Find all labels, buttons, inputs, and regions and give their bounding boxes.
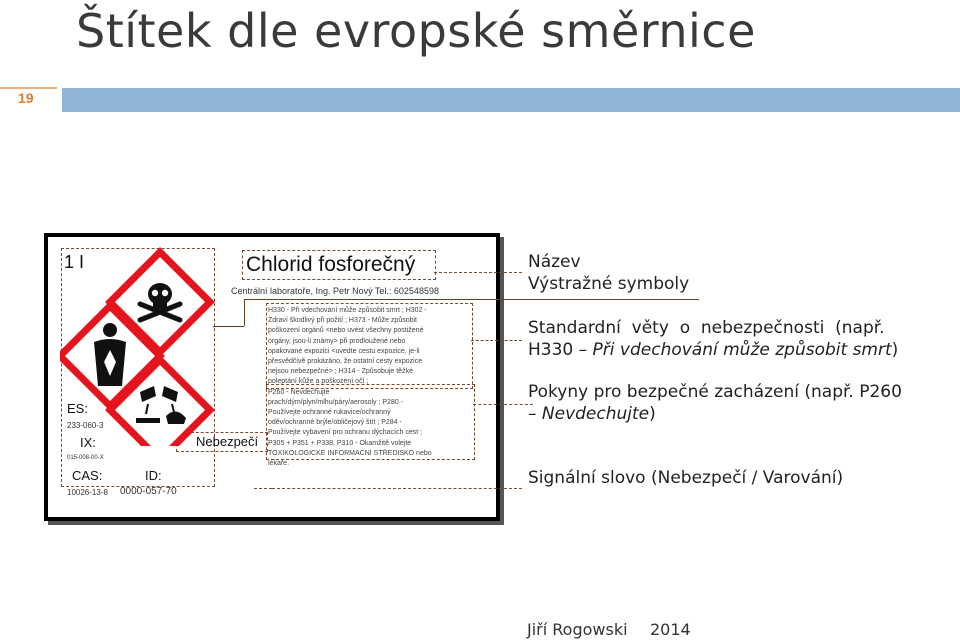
leader-h bbox=[471, 340, 522, 341]
cas-value: 10026-13-8 bbox=[67, 488, 108, 497]
slide-number: 19 bbox=[18, 90, 34, 106]
statement-line: H330 - Při vdechování může způsobit smrt ; H302 - bbox=[268, 307, 427, 314]
statement-line: nejsou nebezpečné> ; H314 - Způsobuje těžké bbox=[268, 368, 413, 376]
h-example-close: ) bbox=[891, 340, 899, 360]
cas-label: CAS: bbox=[72, 468, 103, 483]
leader-symbols-v bbox=[244, 299, 245, 326]
hazard-precaution-text bbox=[268, 306, 473, 469]
leader-p bbox=[473, 404, 533, 405]
statement-line: přesvědčivě prokázáno, že ostatní cesty expozice bbox=[268, 358, 423, 366]
statement-line: opakované expozici <uvedte cestu expozice, je-li bbox=[268, 347, 420, 355]
h-example-text: Při vdechování může způsobit smrt bbox=[592, 340, 892, 360]
header-band bbox=[62, 88, 960, 112]
substance-name: Chlorid fosforečný bbox=[246, 253, 416, 276]
statement-line: TOXIKOLOGICKÉ INFORMAČNÍ STŘEDISKO nebo bbox=[268, 449, 432, 457]
supplier-info: Centrální laboratoře, Ing. Petr Nový Tel.: 602548598 bbox=[231, 286, 439, 296]
ix-value: 015-008-00-X bbox=[67, 455, 104, 461]
leader-name bbox=[434, 272, 522, 273]
p-example-text: Nevdechujte bbox=[541, 404, 650, 424]
annotation-name: Název bbox=[528, 252, 581, 272]
leader-signal bbox=[272, 488, 522, 489]
statement-line: lékaře. bbox=[268, 460, 290, 468]
h-example-code: H330 – bbox=[528, 340, 593, 360]
label-code: 1 I bbox=[64, 252, 85, 272]
p-example-dash: – bbox=[528, 404, 542, 424]
pictograms bbox=[60, 246, 220, 446]
statement-line: Používejte ochranné rukavice/ochranný bbox=[268, 409, 391, 417]
statement-line: P260 - Nevdechujte bbox=[268, 388, 330, 396]
statement-line: Zdraví škodlivý při požití ; H373 - Může způsobit bbox=[268, 317, 418, 325]
statement-line: P305 + P351 + P338, P310 - Okamžitě volejte bbox=[268, 439, 412, 447]
leader-symbols bbox=[244, 299, 699, 300]
statement-line: oděv/ochranné brýle/obličejový štít ; P284 - bbox=[268, 419, 402, 427]
slide-title: Štítek dle evropské směrnice bbox=[76, 4, 756, 58]
es-label: ES: bbox=[67, 401, 88, 416]
statement-line: poškození orgánů <nebo uvést všechny postižené bbox=[268, 327, 424, 335]
signal-word: Nebezpečí bbox=[196, 434, 259, 449]
id-value: 0000-057-70 bbox=[120, 486, 177, 497]
annotation-h-statements-1: Standardní věty o nebezpečnosti (např. bbox=[528, 318, 885, 338]
annotation-h-statements-2 bbox=[528, 340, 898, 360]
footer-author: Jiří Rogowski bbox=[527, 620, 628, 639]
id-label: ID: bbox=[145, 468, 162, 483]
statement-line: orgány, jsou-li známy> při prodloužené nebo bbox=[268, 337, 406, 345]
es-value: 233-060-3 bbox=[67, 421, 104, 430]
footer-year: 2014 bbox=[650, 620, 691, 639]
annotation-signal: Signální slovo (Nebezpečí / Varování) bbox=[528, 468, 844, 488]
annotation-p-statements-1: Pokyny pro bezpečné zacházení (např. P260 bbox=[528, 382, 902, 402]
p-example-close: ) bbox=[649, 404, 656, 424]
annotation-p-statements-2 bbox=[528, 404, 656, 424]
ix-label: IX: bbox=[80, 435, 96, 450]
statement-line: prach/dým/plyn/mlhu/páry/aerosoly ; P280 - bbox=[268, 398, 404, 406]
statement-line: Používejte vybavení pro ochranu dýchacích cest ; bbox=[268, 429, 423, 437]
annotation-symbols: Výstražné symboly bbox=[528, 274, 690, 294]
statement-line: poleptání kůže a poškození očí ; bbox=[268, 378, 369, 386]
